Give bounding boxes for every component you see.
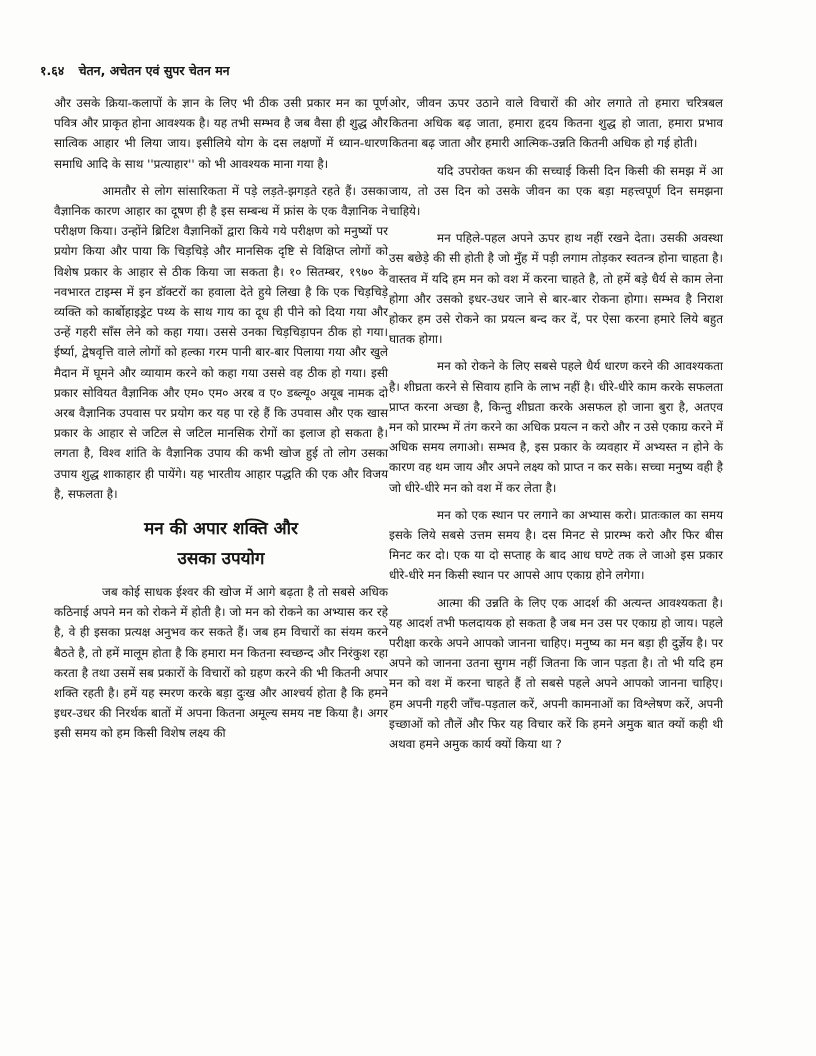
running-header xyxy=(40,62,780,82)
paragraph: आत्मा की उन्नति के लिए एक आदर्श की अत्यन्त आवश्यकता है। यह आदर्श तभी फलदायक हो सकता है जब मन उस पर एकाग्र हो जाय। पहले परीक्षा करके अपने आपको जानना चाहिए। मनुष्य का मन बड़ा ही दुर्ज्ञेय है। पर अपने को जानना उतना सुगम नहीं जितना कि जान पड़ता है। तो भी यदि हम मन को वश में करना चाहते हैं तो सबसे पहले अपने आपको जानना चाहिए। हम अपनी गहरी जाँच-पड़ताल करें, अपनी कामनाओं का विश्लेषण करें, अपनी इच्छाओं को तौलें और फिर यह विचार करें कि हमने अमुक बात क्यों कही थी अथवा हमने अमुक कार्य क्यों किया था ? xyxy=(389,595,723,752)
left-column xyxy=(54,93,388,751)
paragraph: ओर, जीवन ऊपर उठाने वाले विचारों की ओर लगाते तो हमारा चरित्रबल कितना अधिक बढ़ जाता, हमारा हृदय कितना शुद्ध हो जाता, हमारा प्रभाव कितना बढ़ जाता और हमारी आत्मिक-उन्नति कितनी अधिक हो गई होती। xyxy=(389,96,723,151)
section-heading xyxy=(54,514,388,574)
paragraph: मन पहिले-पहल अपने ऊपर हाथ नहीं रखने देता। उसकी अवस्था उस बछेड़े की सी होती है जो मुँह में पड़ी लगाम तोड़कर स्वतन्त्र होना चाहता है। वास्तव में यदि हम मन को वश में करना चाहते है, तो हमें बड़े धैर्य से काम लेना होगा और उसको इधर-उधर जाने से बार-बार रोकना होगा। सम्भव है निराश होकर हम उसे रोकने का प्रयत्न बन्द कर दें, पर ऐसा करना हमारे लिये बहुत घातक होगा। xyxy=(389,231,723,347)
paragraph: मन को एक स्थान पर लगाने का अभ्यास करो। प्रातःकाल का समय इसके लिये सबसे उत्तम समय है। दस मिनट से प्रारम्भ करो और फिर बीस मिनट कर दो। एक या दो सप्ताह के बाद आध घण्टे तक ले जाओ इस प्रकार धीरे-धीरे मन किसी स्थान पर आपसे आप एकाग्र होने लगेगा। xyxy=(389,507,723,583)
section-heading-line1: मन की अपार शक्ति और xyxy=(144,519,298,540)
page-number: १.६४ xyxy=(40,63,65,78)
section-heading-line2: उसका उपयोग xyxy=(177,549,265,570)
running-title: चेतन, अचेतन एवं सुपर चेतन मन xyxy=(78,63,230,78)
paragraph: जब कोई साधक ईश्वर की खोज में आगे बढ़ता है तो सबसे अधिक कठिनाई अपने मन को रोकने में होती है। जो मन को रोकने का अभ्यास कर रहे है, वे ही इसका प्रत्यक्ष अनुभव कर सकते हैं। जब हम विचारों का संयम करने बैठते है, तो हमें मालूम होता है कि हमारा मन कितना स्वच्छन्द और निरंकुश रहा करता है तथा उसमें सब प्रकारों के विचारों को ग्रहण करने की भी कितनी अपार शक्ति रहती है। हमें यह स्मरण करके बड़ा दुःख और आश्चर्य होता है कि हमने इधर-उधर की निरर्थक बातों में अपना कितना अमूल्य समय नष्ट किया है। अगर इसी समय को हम किसी विशेष लक्ष्य की xyxy=(54,585,388,741)
paragraph: आमतौर से लोग सांसारिकता में पड़े लड़ते-झगड़ते रहते हैं। उसका वैज्ञानिक कारण आहार का दूषण ही है इस सम्बन्ध में फ्रांस के एक वैज्ञानिक ने परीक्षण किया। उन्होंने ब्रिटिश वैज्ञानिकों द्वारा किये गये परीक्षण को मनुष्यों पर प्रयोग किया और पाया कि चिड़चिड़े और मानसिक दृष्टि से विक्षिप्त लोगों को विशेष प्रकार के आहार से ठीक किया जा सकता है। १० सितम्बर, १९७० के नवभारत टाइम्स में इन डॉक्टरों का हवाला देते हुये लिखा है कि एक चिड़चिड़े व्यक्ति को कार्बोहाइड्रेट पथ्य के साथ गाय का दूध ही पीने को दिया गया और उन्हें गहरी साँस लेने को कहा गया। उससे उनका चिड़चिड़ापन ठीक हो गया। ईर्ष्या, द्वेषवृत्ति वाले लोगों को हल्का गरम पानी बार-बार पिलाया गया और खुले मैदान में घूमने और व्यायाम करने को कहा गया उससे वह ठीक हो गया। इसी प्रकार सोवियत वैज्ञानिक और एम० एम० अरब व ए० डब्ल्यू० अयूब नामक दो अरब वैज्ञानिक उपवास पर प्रयोग कर यह पा रहे हैं कि उपवास और एक खास प्रकार के आहार से जटिल से जटिल मानसिक रोगों का इलाज हो सकता है। लगता है, विश्व शांति के वैज्ञानिक उपाय की कभी खोज हुई तो लोग उसका उपाय शुद्ध शाकाहार ही पायेंगे। यह भारतीय आहार पद्धति की एक और विजय है, सफलता है। xyxy=(54,183,388,501)
paragraph: यदि उपरोक्त कथन की सच्चाई किसी दिन किसी की समझ में आ जाय, तो उस दिन को उसके जीवन का एक बड़ा महत्त्वपूर्ण दिन समझना चाहिये। xyxy=(389,163,723,219)
paragraph: और उसके क्रिया-कलापों के ज्ञान के लिए भी ठीक उसी प्रकार मन का पूर्ण पवित्र और प्राकृत होना आवश्यक है। यह तभी सम्भव है जब वैसा ही शुद्ध और सात्विक आहार भी लिया जाय। इसीलिये योग के दस लक्षणों में ध्यान-धारण समाधि आदि के साथ ''प्रत्याहार'' को भी आवश्यक माना गया है। xyxy=(54,96,388,171)
right-column xyxy=(389,93,723,761)
paragraph: मन को रोकने के लिए सबसे पहले धैर्य धारण करने की आवश्यकता है। शीघ्रता करने से सिवाय हानि के लाभ नहीं है। धीरे-धीरे काम करके सफलता प्राप्त करना अच्छा है, किन्तु शीघ्रता करके असफल हो जाना बुरा है, अतएव मन को प्रारम्भ में तंग करने का अधिक प्रयत्न न करो और न उसे एकाग्र करने में अधिक समय लगाओ। सम्भव है, इस प्रकार के व्यवहार में अभ्यस्त न होने के कारण वह थम जाय और अपने लक्ष्य को प्राप्त न कर सके। सच्चा मनुष्य वही है जो धीरे-धीरे मन को वश में कर लेता है। xyxy=(389,359,723,495)
